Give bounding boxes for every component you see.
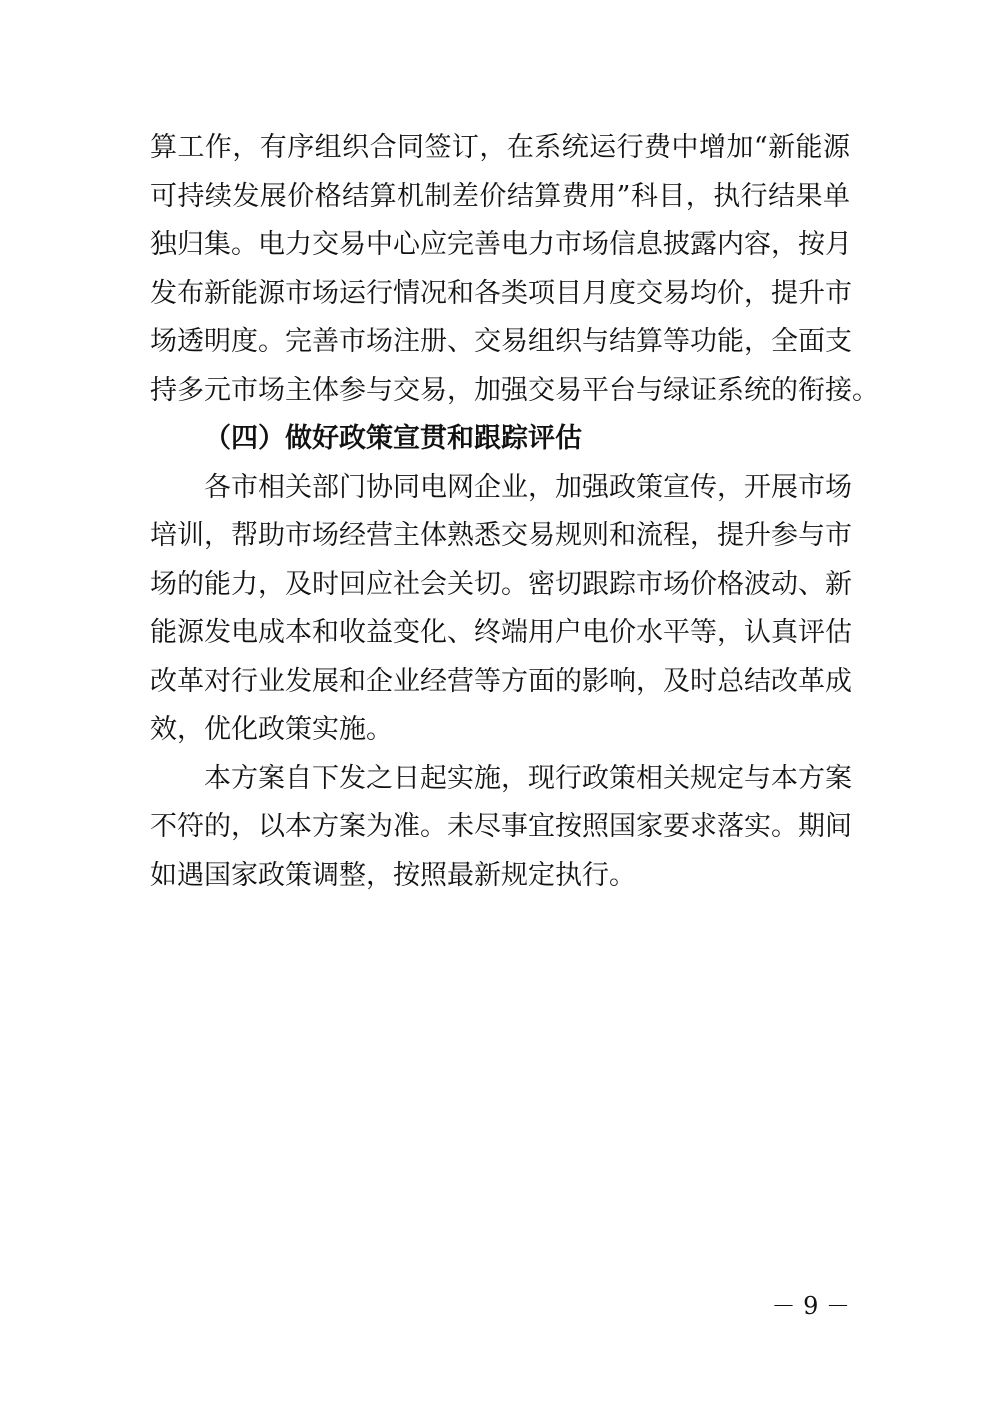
text-line: 如遇国家政策调整，按照最新规定执行。 bbox=[150, 859, 636, 891]
paragraph-policy-publicity bbox=[150, 464, 850, 755]
text-line: 场透明度。完善市场注册、交易组织与结算等功能，全面支 bbox=[150, 326, 852, 357]
text-line: 效，优化政策实施。 bbox=[150, 714, 393, 745]
text-line: 持多元市场主体参与交易，加强交易平台与绿证系统的衔接。 bbox=[150, 374, 879, 406]
document-body bbox=[150, 124, 879, 900]
text-line: 本方案自下发之日起实施，现行政策相关规定与本方案 bbox=[204, 762, 852, 794]
text-line: 改革对行业发展和企业经营等方面的影响，及时总结改革成 bbox=[150, 665, 852, 697]
paragraph-continued bbox=[150, 124, 879, 415]
text-line: 能源发电成本和收益变化、终端用户电价水平等，认真评估 bbox=[150, 617, 852, 648]
text-line: 算工作，有序组织合同签订，在系统运行费中增加“新能源 bbox=[150, 132, 850, 163]
text-line: 发布新能源市场运行情况和各类项目月度交易均价，提升市 bbox=[150, 277, 852, 309]
text-line: 不符的，以本方案为准。未尽事宜按照国家要求落实。期间 bbox=[150, 811, 852, 842]
text-line: 可持续发展价格结算机制差价结算费用”科目，执行结果单 bbox=[150, 180, 850, 212]
section-heading: （四）做好政策宣贯和跟踪评估 bbox=[204, 423, 582, 454]
text-line: 独归集。电力交易中心应完善电力市场信息披露内容，按月 bbox=[150, 229, 852, 260]
page-number: － 9 － bbox=[771, 1292, 850, 1320]
text-line: 培训，帮助市场经营主体熟悉交易规则和流程，提升参与市 bbox=[150, 520, 852, 551]
paragraph-effective-date bbox=[150, 755, 850, 901]
text-line: 各市相关部门协同电网企业，加强政策宣传，开展市场 bbox=[204, 471, 852, 503]
text-line: 场的能力，及时回应社会关切。密切跟踪市场价格波动、新 bbox=[150, 568, 852, 600]
